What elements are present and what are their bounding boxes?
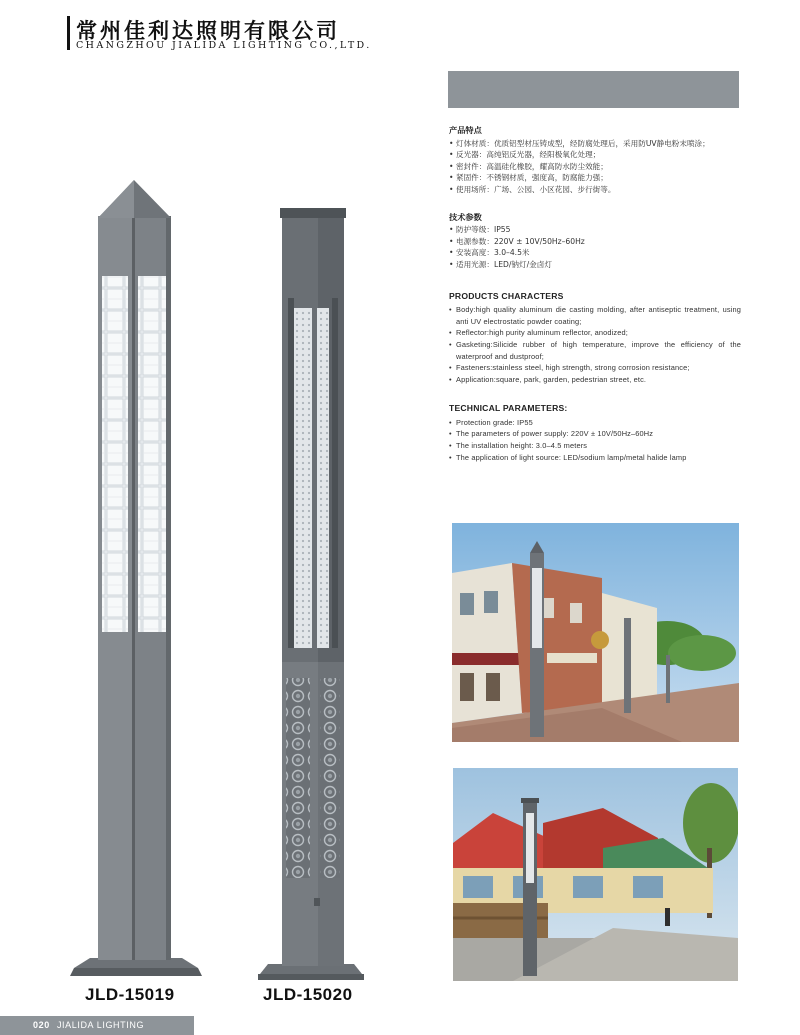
ornament-panel-right xyxy=(320,678,340,878)
installation-photo-street xyxy=(452,523,739,742)
features-cn-item: • 反光器：高纯铝反光器，经阳极氧化处理； xyxy=(449,149,741,161)
params-cn-title: 技术参数 xyxy=(449,211,482,222)
glass-panel-right xyxy=(317,308,329,648)
features-cn-item: • 灯体材质：优质铝型材压铸成型，经防腐处理后，采用防UV静电粉末喷涂； xyxy=(449,138,741,150)
features-cn-item: • 紧固件：不锈钢材质，强度高，防腐能力强； xyxy=(449,172,741,184)
params-en-item: • Protection grade: IP55 xyxy=(449,417,741,429)
features-en-item: • Application:square, park, garden, pedestrian street, etc. xyxy=(449,374,741,386)
params-cn-item: • 电源参数：220V ± 10V/50Hz–60Hz xyxy=(449,236,741,248)
params-cn-item: • 适用光源：LED/钠灯/金卤灯 xyxy=(449,259,741,271)
product-image-jld-15020 xyxy=(258,208,366,983)
params-en-item: • The parameters of power supply: 220V ± 10V/50Hz–60Hz xyxy=(449,428,741,440)
top-cap xyxy=(280,208,346,218)
features-en-title: PRODUCTS CHARACTERS xyxy=(449,290,564,301)
company-name-cn: 常州佳利达照明有限公司 xyxy=(76,19,340,43)
features-en-item: • Gasketing:Silicide rubber of high temperature, improve the efficiency of the waterproof and dustproof; xyxy=(449,339,741,362)
features-cn-item: • 密封件：高温硅化橡胶，耀高防水防尘效能； xyxy=(449,161,741,173)
params-cn-item: • 防护等级：IP55 xyxy=(449,224,741,236)
company-name-en: CHANGZHOU JIALIDA LIGHTING CO.,LTD. xyxy=(76,40,372,51)
params-cn-item: • 安装高度：3.0–4.5米 xyxy=(449,247,741,259)
installation-photo-resort xyxy=(453,768,738,981)
product-label-1: JLD-15019 xyxy=(85,985,175,1004)
glass-panel-left xyxy=(294,308,312,648)
features-en-item: • Body:high quality aluminum die casting molding, after antiseptic treatment, using anti UV electrostatic powder coating; xyxy=(449,304,741,327)
product-image-jld-15019 xyxy=(70,178,205,983)
ornament-panel-left xyxy=(286,678,310,878)
features-en-item: • Reflector:high purity aluminum reflector, anodized; xyxy=(449,327,741,339)
features-en-item: • Fasteners:stainless steel, high strength, strong corrosion resistance; xyxy=(449,362,741,374)
params-en-title: TECHNICAL PARAMETERS: xyxy=(449,403,568,414)
glass-panel-right xyxy=(138,276,166,632)
page-number: 020 xyxy=(33,1020,50,1030)
title-band xyxy=(448,71,739,108)
features-cn-item: • 使用场所：广场、公园、小区花园、步行街等。 xyxy=(449,184,741,196)
footer-text xyxy=(33,1020,144,1030)
params-en-item: • The application of light source: LED/sodium lamp/metal halide lamp xyxy=(449,452,741,464)
spec-text xyxy=(449,121,741,463)
product-label-2: JLD-15020 xyxy=(263,985,353,1004)
features-cn-title: 产品特点 xyxy=(449,125,482,135)
glass-panel-left xyxy=(102,276,128,632)
params-en-item: • The installation height: 3.0–4.5 meters xyxy=(449,440,741,452)
footer-brand: JIALIDA LIGHTING xyxy=(56,1020,145,1030)
logo-bar xyxy=(67,16,70,50)
